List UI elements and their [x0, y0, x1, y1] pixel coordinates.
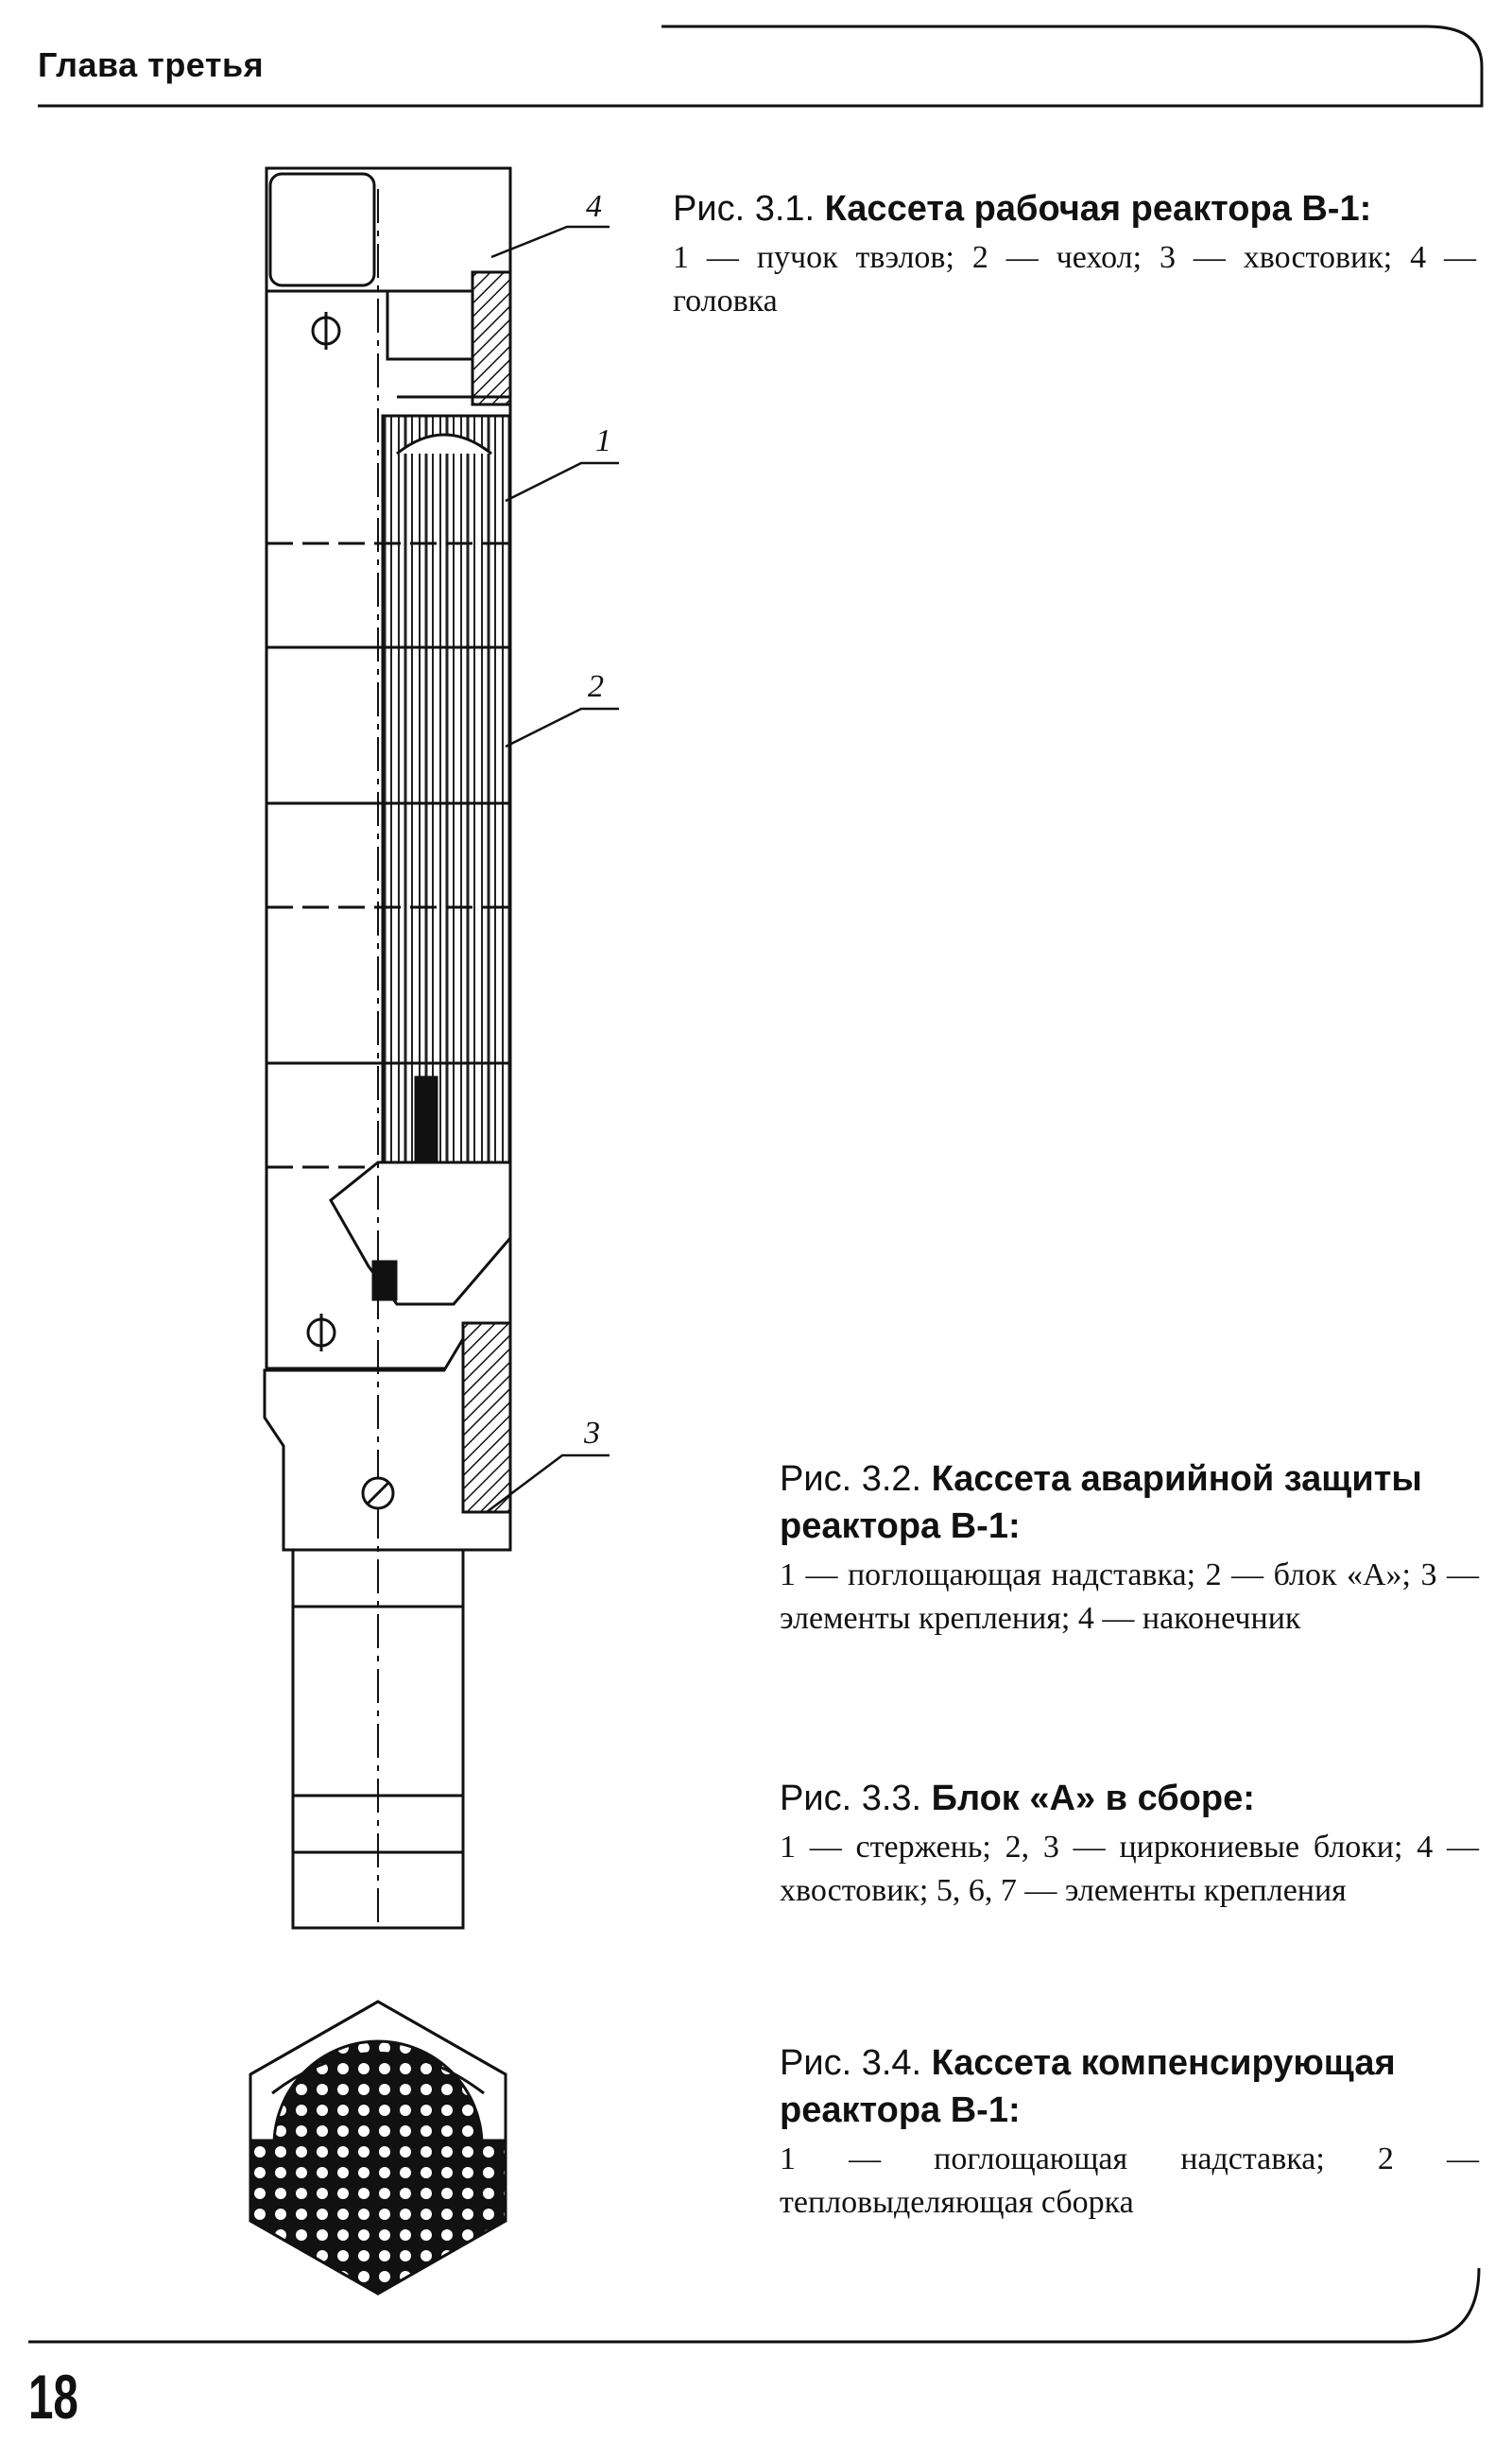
- caption-fig-3-4: [780, 2039, 1479, 2225]
- caption-fig-3-2: [780, 1455, 1479, 1641]
- callout-label-1: 1: [595, 423, 611, 458]
- caption-title: Кассета рабочая реактора В-1:: [824, 189, 1372, 229]
- callout-label-4: 4: [586, 189, 602, 224]
- caption-number: Рис. 3.4.: [780, 2043, 922, 2083]
- cassette-body: [265, 168, 510, 1928]
- caption-title: Кассета компенсирующая реактора В-1:: [780, 2043, 1396, 2130]
- caption-fig-3-1: [673, 185, 1476, 323]
- caption-fig-3-3: [780, 1775, 1479, 1913]
- chapter-title: Глава третья: [38, 45, 265, 84]
- caption-body: 1 — поглощающая надставка; 2 — тепловыделяющая сборка: [780, 2141, 1479, 2220]
- callout-label-2: 2: [588, 669, 604, 704]
- caption-title: Блок «А» в сборе:: [931, 1779, 1255, 1818]
- caption-body: 1 — пучок твэлов; 2 — чехол; 3 — хвостовик; 4 — головка: [673, 240, 1476, 318]
- page-number: 18: [28, 2362, 78, 2432]
- caption-number: Рис. 3.2.: [780, 1459, 922, 1499]
- caption-number: Рис. 3.1.: [673, 189, 816, 229]
- callout-label-3: 3: [584, 1416, 600, 1451]
- caption-title: Кассета аварийной защиты реактора В-1:: [780, 1459, 1422, 1546]
- caption-body: 1 — поглощающая надставка; 2 — блок «А»; 3 — элементы крепления; 4 — наконечник: [780, 1557, 1479, 1636]
- footer-rule: [0, 2249, 1512, 2372]
- caption-number: Рис. 3.3.: [780, 1779, 922, 1818]
- caption-body: 1 — стержень; 2, 3 — циркониевые блоки; 4 — хвостовик; 5, 6, 7 — элементы крепления: [780, 1830, 1479, 1908]
